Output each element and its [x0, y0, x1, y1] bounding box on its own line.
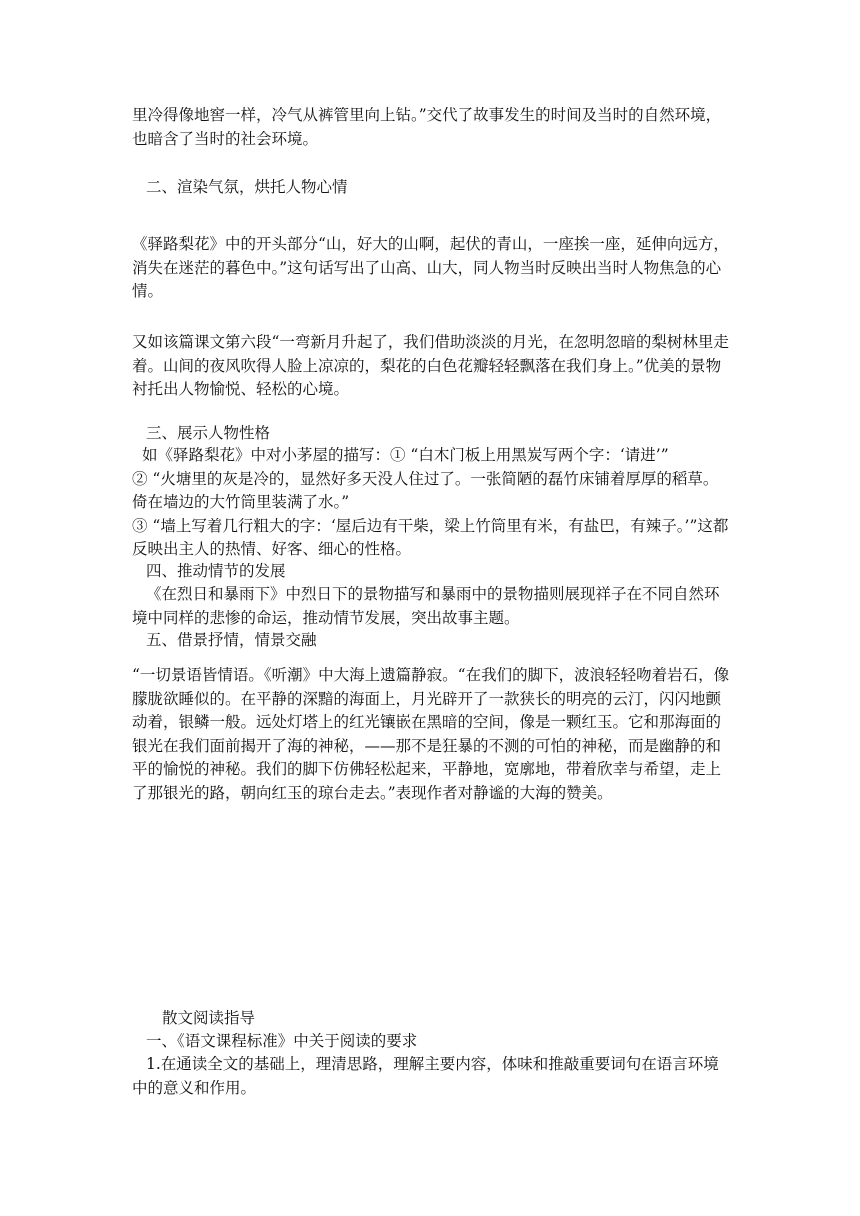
hut-description-item-3: ③ “墙上写着几行粗大的字：‘屋后边有干柴，梁上竹筒里有米，有盐巴，有辣子。’”这都反映出主人的热情、好客、细心的性格。 [132, 516, 729, 558]
section-title-prose-guide: 散文阅读指导 [162, 1009, 256, 1027]
heading-section-3: 三、展示人物性格 [146, 424, 271, 442]
paragraph-listening-to-tide: “一切景语皆情语。《听潮》中大海上遗篇静寂。“在我们的脚下，波浪轻轻吻着岩石，像朦胧欲睡似的。在平静的深黯的海面上，月光辟开了一款狭长的明亮的云汀，闪闪地颤动着，银鳞一般。远处灯塔上的红光镶嵌在黑暗的空间，像是一颗红玉。它和那海面的银光在我们面前揭开了海的神秘，——那不是狂暴的不测的可怕的神秘，而是幽静的和平的愉悦的神秘。我们的脚下仿佛轻松起来，平静地，宽廓地，带着欣幸与希望，走上了那银光的路，朝向红玉的琼台走去。”表现作者对静谧的大海的赞美。 [132, 666, 730, 802]
heading-section-5: 五、借景抒情，情景交融 [146, 631, 317, 649]
hut-description-item-1: 如《驿路梨花》中对小茅屋的描写：① “白木门板上用黑炭写两个字：‘请进’” [142, 446, 669, 464]
paragraph-setting: 里冷得像地窖一样，冷气从裤管里向上钻。”交代了故事发生的时间及当时的自然环境，也暗含了当时的社会环境。 [132, 106, 722, 148]
paragraph-plot-development: 《在烈日和暴雨下》中烈日下的景物描写和暴雨中的景物描则展现祥子在不同自然环境中同样的悲惨的命运，推动情节发展，突出故事主题。 [132, 585, 720, 627]
heading-section-2: 二、渲染气氛，烘托人物心情 [146, 178, 348, 196]
heading-section-4: 四、推动情节的发展 [146, 562, 286, 580]
paragraph-sixth-section-example: 又如该篇课文第六段“一弯新月升起了，我们借助淡淡的月光，在忽明忽暗的梨树林里走着。山间的夜风吹得人脸上凉凉的，梨花的白色花瓣轻轻飘落在我们身上。”优美的景物衬托出人物愉悦、轻松的心境。 [132, 333, 729, 398]
paragraph-requirement-1: 1.在通读全文的基础上，理清思路，理解主要内容，体味和推敲重要词句在语言环境中的意义和作用。 [132, 1055, 719, 1097]
hut-description-item-2: ② “火塘里的灰是冷的，显然好多天没人住过了。一张简陋的磊竹床铺着厚厚的稻草。倚在墙边的大竹筒里装满了水。” [132, 469, 719, 511]
paragraph-opening-example: 《驿路梨花》中的开头部分“山，好大的山啊，起伏的青山，一座挨一座，延伸向远方，消失在迷茫的暮色中。”这句话写出了山高、山大，同人物当时反映出当时人物焦急的心情。 [132, 235, 729, 300]
heading-curriculum-requirements: 一、《语文课程标准》中关于阅读的要求 [146, 1032, 418, 1050]
paragraph-hut-description [132, 444, 732, 562]
